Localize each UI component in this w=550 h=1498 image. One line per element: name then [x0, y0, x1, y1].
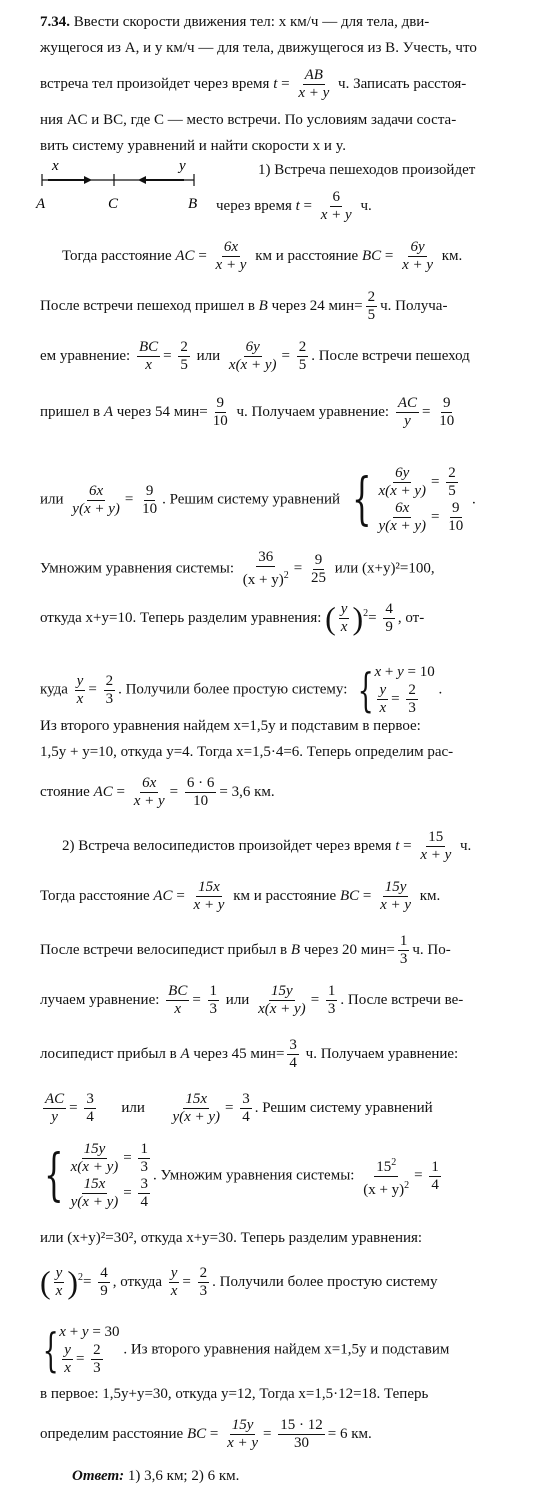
point-c: C	[108, 196, 119, 212]
problem-line-2: жущегося из A, и y км/ч — для тела, движущегося из B. Учесть, что	[40, 40, 477, 56]
answer-label: Ответ:	[72, 1468, 125, 1484]
p1-line-7: или $\frac{6x}{y(x + y)}$ = $\frac{9}{10}$ . Решим систему уравнений { $\frac{6y}{x(x + y)}$ = $\frac{2}{5}$ $\frac{6x}{y(x + y)}$ = $\frac{9}{10}$ .	[40, 465, 476, 534]
problem-line-4: ния AC и BC, где C — место встречи. По условиям задачи соста-	[40, 112, 457, 128]
p2-line-7: { $\frac{15y}{x(x + y)}$ = $\frac{1}{3}$ $\frac{15x}{y(x + y)}$ = $\frac{3}{4}$ . Умножим уравнения системы: $\frac{15^2}{(x + y)^2}$ = $\frac{1}{4}$	[36, 1142, 444, 1210]
point-a: A	[36, 196, 46, 212]
p1-line-3: Тогда расстояние AC = $\frac{6x}{x + y}$ км и расстояние BC = $\frac{6y}{x + y}$ км.	[62, 239, 463, 273]
p1-line-9: откуда x+y=10. Теперь разделим уравнения: ( $\frac{y}{x}$ )$^2$= $\frac{4}{9}$ , от-	[40, 600, 425, 636]
arrow-left-icon	[138, 176, 146, 184]
p2-line-10: { x + y = 30 $\frac{y}{x}$ = $\frac{2}{3}$ . Из второго уравнения найдем x=1,5y и подставим	[36, 1324, 449, 1376]
p2-line-12: определим расстояние BC = $\frac{15y}{x + y}$ = $\frac{15 \cdot 12}{30}$ = 6 км.	[40, 1417, 372, 1451]
system-2: { x + y = 10 $\frac{y}{x}$ = $\frac{2}{3}$	[357, 663, 435, 717]
arrow-right-icon	[84, 176, 92, 184]
label-y: y	[179, 160, 186, 174]
p2-line-1: 2) Встреча велосипедистов произойдет через время t = $\frac{15}{x + y}$ ч.	[62, 829, 472, 863]
p1-line-10: куда $\frac{y}{x}$ = $\frac{2}{3}$ . Получили более простую систему: { x + y = 10 $\frac{y}{x}$ = $\frac{2}{3}$ .	[40, 663, 443, 717]
p1-line-11: Из второго уравнения найдем x=1,5y и подставим в первое:	[40, 718, 421, 734]
p2-line-4: лучаем уравнение: $\frac{BC}{x}$ = $\frac{1}{3}$ или $\frac{15y}{x(x + y)}$ = $\frac{1}{3}$ . После встречи ве-	[40, 983, 464, 1017]
p1-line-8: Умножим уравнения системы: $\frac{36}{(x + y)^2}$ = $\frac{9}{25}$ или (x+y)²=100,	[40, 549, 435, 588]
problem-line-3: встреча тел произойдет через время t = $\frac{AB}{x + y}$ ч. Записать расстоя-	[40, 67, 467, 101]
p2-line-3: После встречи велосипедист прибыл в B через 20 мин= $\frac{1}{3}$ ч. По-	[40, 933, 451, 967]
problem-line-5: вить систему уравнений и найти скорости x и y.	[40, 138, 346, 154]
p2-line-5: лосипедист прибыл в A через 45 мин= $\frac{3}{4}$ ч. Получаем уравнение:	[40, 1037, 459, 1071]
system-1: { $\frac{6y}{x(x + y)}$ = $\frac{2}{5}$ $\frac{6x}{y(x + y)}$ = $\frac{9}{10}$	[351, 465, 464, 534]
p2-line-6: $\frac{AC}{y}$ = $\frac{3}{4}$ или $\frac{15x}{y(x + y)}$ = $\frac{3}{4}$ . Решим систему уравнений	[45, 1091, 433, 1125]
answer	[72, 1468, 239, 1485]
label-x: x	[52, 160, 59, 174]
problem-number: 7.34.	[40, 14, 70, 30]
p2-line-11: в первое: 1,5y+y=30, откуда y=12, Тогда x=1,5·12=18. Теперь	[40, 1386, 429, 1402]
system-3: { $\frac{15y}{x(x + y)}$ = $\frac{1}{3}$ $\frac{15x}{y(x + y)}$ = $\frac{3}{4}$	[44, 1141, 148, 1210]
p1-line-13: стояние AC = $\frac{6x}{x + y}$ = $\frac{6 \cdot 6}{10}$ = 3,6 км.	[40, 775, 275, 809]
p1-line-2: через время t = $\frac{6}{x + y}$ ч.	[216, 189, 372, 223]
p2-line-9: ( $\frac{y}{x}$ )$^2$= $\frac{4}{9}$ , откуда $\frac{y}{x}$ = $\frac{2}{3}$ . Получили более простую систему	[40, 1264, 438, 1300]
p1-line-1: 1) Встреча пешеходов произойдет	[258, 162, 476, 178]
p2-line-8: или (x+y)²=30², откуда x+y=30. Теперь разделим уравнения:	[40, 1230, 423, 1246]
motion-diagram	[34, 160, 214, 220]
point-b: B	[188, 196, 198, 212]
p1-line-12: 1,5y + y=10, откуда y=4. Тогда x=1,5·4=6. Теперь определим рас-	[40, 744, 454, 760]
answer-text: 1) 3,6 км; 2) 6 км.	[127, 1468, 240, 1484]
p1-line-4: После встречи пешеход пришел в B через 24 мин= $\frac{2}{5}$ ч. Получа-	[40, 289, 448, 323]
p1-line-5: ем уравнение: $\frac{BC}{x}$ = $\frac{2}{5}$ или $\frac{6y}{x(x + y)}$ = $\frac{2}{5}$ . После встречи пешеход	[40, 339, 470, 373]
system-4: { x + y = 30 $\frac{y}{x}$ = $\frac{2}{3}$	[42, 1323, 120, 1377]
p1-line-6: пришел в A через 54 мин= $\frac{9}{10}$ ч. Получаем уравнение: $\frac{AC}{y}$ = $\frac{9}{10}$	[40, 395, 455, 429]
problem-line-1: 7.34. Ввести скорости движения тел: x км/ч — для тела, дви-	[40, 14, 430, 30]
p2-line-2: Тогда расстояние AC = $\frac{15x}{x + y}$ км и расстояние BC = $\frac{15y}{x + y}$ км.	[40, 879, 441, 913]
